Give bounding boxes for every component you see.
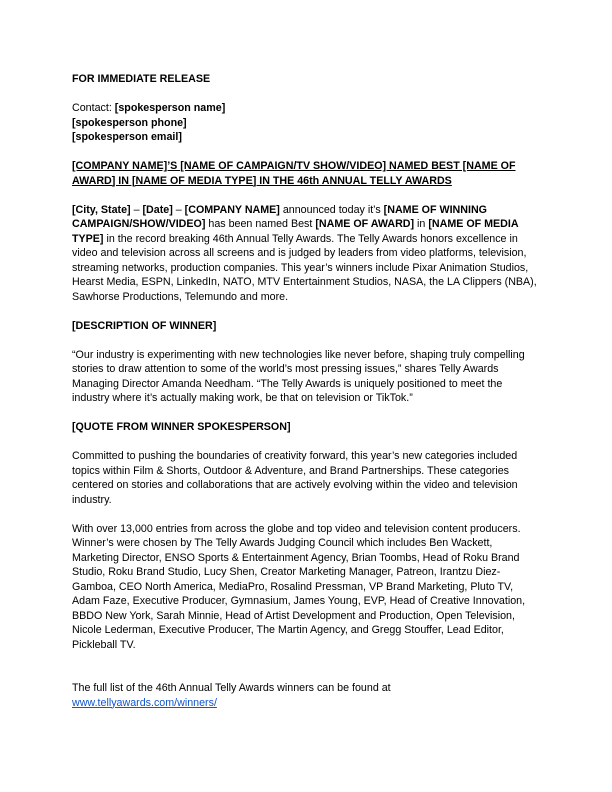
quote-paragraph: “Our industry is experimenting with new technologies like never before, shaping truly compelling stories to draw attention to some of the world’s most pressing issues,” shares Telly Awards Managing Director Amanda Needham. “The Telly Awards is uniquely positioned to meet the industry where it’s actually making work, be that on television or TikTok.” [72,348,525,404]
spacer [72,87,542,102]
intro-award: [NAME OF AWARD] [315,218,415,230]
categories-paragraph: Committed to pushing the boundaries of creativity forward, this year’s new categories included topics within Film & Shorts, Outdoor & Adventure, and Brand Partnerships. These categories centered on stories and collaborations that are actively evolving within the video and television industry. [72,450,518,506]
intro-text-1: announced today it’s [279,203,384,216]
contact-phone: [spokesperson phone] [72,116,187,129]
contact-email: [spokesperson email] [72,131,182,143]
spacer [72,507,542,522]
quote-heading: [QUOTE FROM WINNER SPOKESPERSON] [72,421,291,433]
spacer [72,188,542,203]
winners-link[interactable]: www.tellyawards.com/winners/ [72,696,217,709]
contact-block [72,101,542,145]
judges-paragraph: With over 13,000 entries from across the globe and top video and television content producers. Winner’s were chosen by The Telly Awards Judging Council which includes Ben Wackett, Marketing Director, ENSO Sports & Entertainment Agency, Brian Toombs, Head of Roku Brand Studio, Roku Brand Studio, Lucy Shen, Creator Marketing Manager, Patreon, Irantzu Diez-Gamboa, CEO North America, MediaPro, Rosalind Pressman, VP Brand Marketing, Pluto TV, Adam Faze, Executive Producer, Gymnasium, James Young, EVP, Head of Creative Innovation, BBDO New York, Sarah Minnie, Head of Artist Development and Production, Open Television, Nicole Lederman, Executive Producer, The Martin Agency, and Gregg Stouffer, Lead Editor, Pickleball TV. [72,522,526,651]
contact-name: [spokesperson name] [114,102,226,114]
winners-link-line [72,696,542,711]
headline: [COMPANY NAME]’S [NAME OF CAMPAIGN/TV SHOW/VIDEO] NAMED BEST [NAME OF AWARD] IN [NAME OF MEDIA TYPE] IN THE 46th ANNUAL TELLY AWARDS [72,160,516,187]
intro-city-state: [City, State] [72,203,131,216]
intro-text-4: in the record breaking 46th Annual Telly Awards. The Telly Awards honors excellence in video and television across all screens and is judged by leaders from video platforms, television, streaming networks, production companies. This year’s winners include Pixar Animation Studios, Hearst Media, ESPN, LinkedIn, NATO, MTV Entertainment Studios, NASA, the LA Clippers (NBA), Sawhorse Productions, Telemundo and more. [72,232,537,303]
contact-label: Contact: [72,102,115,114]
intro-text-3: in [414,218,429,230]
description-heading: [DESCRIPTION OF WINNER] [72,319,217,332]
intro-company: [COMPANY NAME] [184,203,280,216]
spacer [72,435,542,450]
closing-text: The full list of the 46th Annual Telly Awards winners can be found at [72,682,391,694]
intro-winning-name: [NAME OF WINNING CAMPAIGN/SHOW/VIDEO] [72,203,487,230]
spacer [72,333,542,348]
spacer [72,145,542,160]
contact-name-line [72,101,542,116]
press-release-page [72,72,542,710]
intro-paragraph [72,203,542,305]
release-label: FOR IMMEDIATE RELEASE [72,73,211,85]
intro-dash-2: – [172,203,185,216]
intro-text-2: has been named Best [205,218,316,230]
intro-date: [Date] [142,203,173,216]
spacer [72,406,542,421]
intro-dash-1: – [130,203,143,216]
spacer [72,304,542,319]
spacer [72,652,542,681]
intro-media-type: [NAME OF MEDIA TYPE] [72,218,519,245]
